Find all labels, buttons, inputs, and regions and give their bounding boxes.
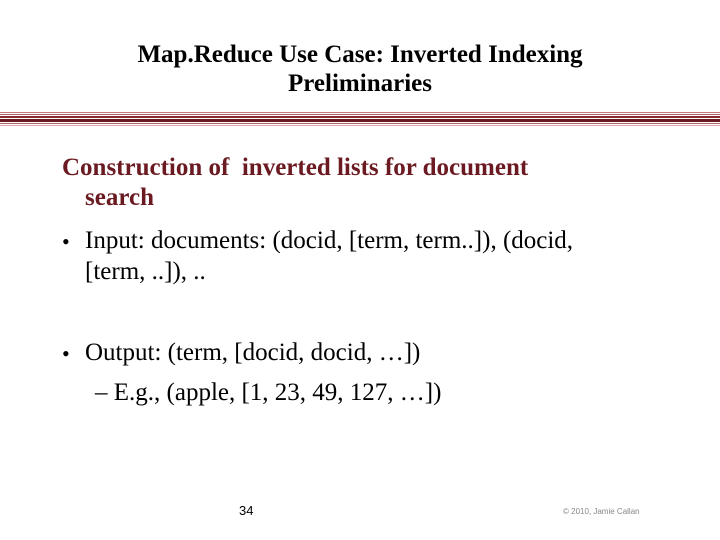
bullet-output bbox=[62, 337, 682, 368]
section-heading bbox=[62, 153, 662, 213]
title-divider bbox=[0, 112, 720, 126]
section-heading-line-1: Construction of inverted lists for document bbox=[62, 154, 529, 181]
copyright-notice: © 2010, Jamie Callan bbox=[563, 507, 640, 516]
sub-bullet-example: – E.g., (apple, [1, 23, 49, 127, …]) bbox=[95, 379, 442, 406]
bullet-output-line-1: Output: (term, [docid, docid, …]) bbox=[85, 339, 421, 366]
section-heading-line-2: search bbox=[85, 184, 154, 211]
bullet-input-line-2: [term, ..]), .. bbox=[85, 258, 206, 285]
bullet-dot-icon: • bbox=[62, 341, 70, 366]
bullet-dot-icon: • bbox=[62, 229, 70, 254]
page-number: 34 bbox=[239, 503, 254, 518]
slide-title-line-2: Preliminaries bbox=[288, 70, 432, 97]
slide-title-line-1: Map.Reduce Use Case: Inverted Indexing bbox=[137, 41, 583, 68]
slide-title bbox=[0, 40, 720, 98]
bullet-input bbox=[62, 225, 682, 287]
bullet-input-line-1: Input: documents: (docid, [term, term..]), (docid, bbox=[85, 227, 574, 254]
